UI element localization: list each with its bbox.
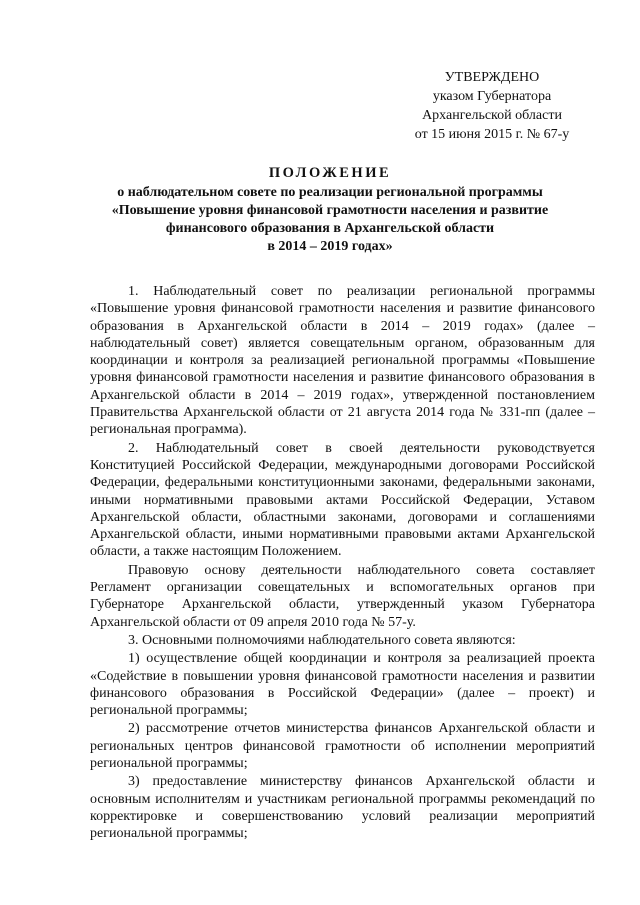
list-item-1: 1) осуществление общей координации и контроля за реализацией проекта «Содействие в повышении уровня финансовой грамотности населения и развитии финансового образования в Российской Федерации» (далее – проект) и региональной программы; [90,651,595,719]
title-line-4: в 2014 – 2019 годах» [267,239,393,254]
paragraph-legal-basis: Правовую основу деятельности наблюдательного совета составляет Регламент организации совещательных и вспомогательных органов при Губернаторе Архангельской области, утвержденный указом Губернатора Архангельской области от 09 апреля 2010 года № 57-у. [90,562,595,630]
approval-stamp [392,68,592,144]
approval-line-region: Архангельской области [422,108,562,123]
title-line-2: «Повышение уровня финансовой грамотности населения и развитие [111,203,549,218]
paragraph-3: 3. Основными полномочиями наблюдательного совета являются: [128,632,516,648]
title-heading: ПОЛОЖЕНИЕ [268,165,392,181]
document-body [90,283,595,844]
list-item-2: 2) рассмотрение отчетов министерства финансов Архангельской области и региональных центров финансовой грамотности об исполнении мероприятий региональной программы; [90,721,595,772]
document-title [80,164,580,256]
title-line-3: финансового образования в Архангельской области [165,221,495,236]
approval-line-date: от 15 июня 2015 г. № 67-у [414,127,570,142]
paragraph-2: 2. Наблюдательный совет в своей деятельности руководствуется Конституцией Российской Федерации, международными договорами Российской Федерации, федеральными конституционными законами, федеральными законами, иными нормативными правовыми актами Российской Федерации, Уставом Архангельской области, областными законами, договорами и соглашениями Архангельской области, иными нормативными правовыми актами Архангельской области, а также настоящим Положением. [90,440,595,560]
paragraph-1: 1. Наблюдательный совет по реализации региональной программы «Повышение уровня финансовой грамотности населения и развитие финансового образования в Архангельской области в 2014 – 2019 годах» (далее – наблюдательный совет) является совещательным органом, образованным для координации и контроля за реализацией региональной программы «Повышение уровня финансовой грамотности населения и развитие финансового образования в Архангельской области в 2014 – 2019 годах», утвержденной постановлением Правительства Архангельской области от 21 августа 2014 года № 331-пп (далее – региональная программа). [90,284,595,438]
list-item-3: 3) предоставление министерству финансов Архангельской области и основным исполнителям и участникам региональной программы рекомендаций по корректировке и совершенствованию условий реализации мероприятий региональной программы; [90,774,595,842]
approval-line-decree: указом Губернатора [432,89,552,104]
title-line-1: о наблюдательном совете по реализации региональной программы [117,185,543,200]
approval-line-approved: УТВЕРЖДЕНО [444,70,540,85]
